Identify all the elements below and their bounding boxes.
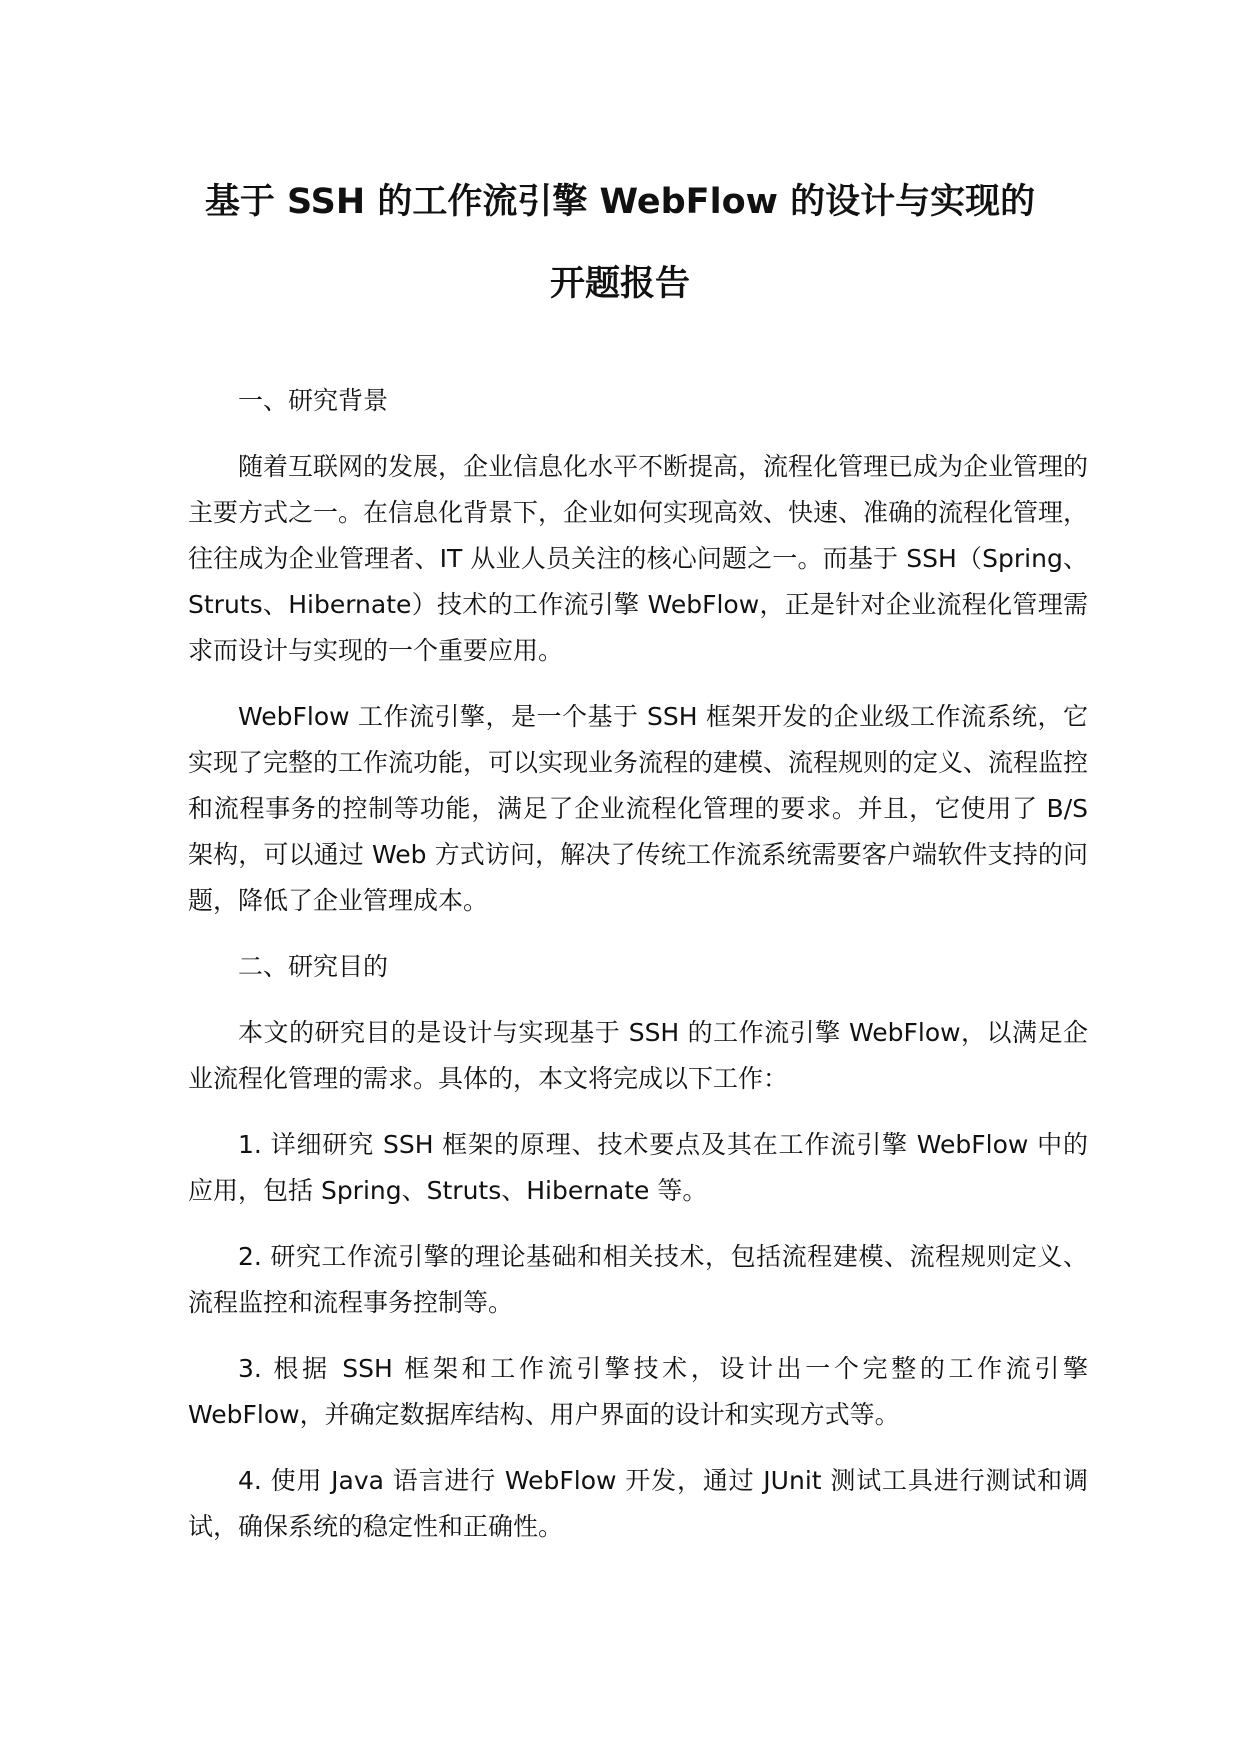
list-item-3: 3. 根据 SSH 框架和工作流引擎技术，设计出一个完整的工作流引擎 WebFlow，并确定数据库结构、用户界面的设计和实现方式等。	[188, 1354, 1088, 1429]
list-item-1: 1. 详细研究 SSH 框架的原理、技术要点及其在工作流引擎 WebFlow 中的应用，包括 Spring、Struts、Hibernate 等。	[188, 1130, 1088, 1205]
paragraph-purpose-intro: 本文的研究目的是设计与实现基于 SSH 的工作流引擎 WebFlow，以满足企业流程化管理的需求。具体的，本文将完成以下工作：	[188, 1018, 1088, 1093]
document-body	[188, 378, 1088, 1570]
section-heading-background: 一、研究背景	[238, 386, 389, 415]
section-heading-purpose: 二、研究目的	[238, 952, 389, 981]
paragraph-background-2: WebFlow 工作流引擎，是一个基于 SSH 框架开发的企业级工作流系统，它实现了完整的工作流功能，可以实现业务流程的建模、流程规则的定义、流程监控和流程事务的控制等功能，满足了企业流程化管理的要求。并且，它使用了 B/S 架构，可以通过 Web 方式访问，解决了传统工作流系统需要客户端软件支持的问题，降低了企业管理成本。	[188, 702, 1089, 915]
list-item-4: 4. 使用 Java 语言进行 WebFlow 开发，通过 JUnit 测试工具进行测试和调试，确保系统的稳定性和正确性。	[188, 1466, 1088, 1541]
paragraph-background-1: 随着互联网的发展，企业信息化水平不断提高，流程化管理已成为企业管理的主要方式之一。在信息化背景下，企业如何实现高效、快速、准确的流程化管理，往往成为企业管理者、IT 从业人员关注的核心问题之一。而基于 SSH（Spring、Struts、Hibernate）技术的工作流引擎 WebFlow，正是针对企业流程化管理需求而设计与实现的一个重要应用。	[188, 452, 1089, 665]
document-title-line-1: 基于 SSH 的工作流引擎 WebFlow 的设计与实现的	[204, 182, 1036, 222]
document-title-line-2: 开题报告	[549, 264, 690, 304]
list-item-2: 2. 研究工作流引擎的理论基础和相关技术，包括流程建模、流程规则定义、流程监控和流程事务控制等。	[188, 1242, 1088, 1317]
